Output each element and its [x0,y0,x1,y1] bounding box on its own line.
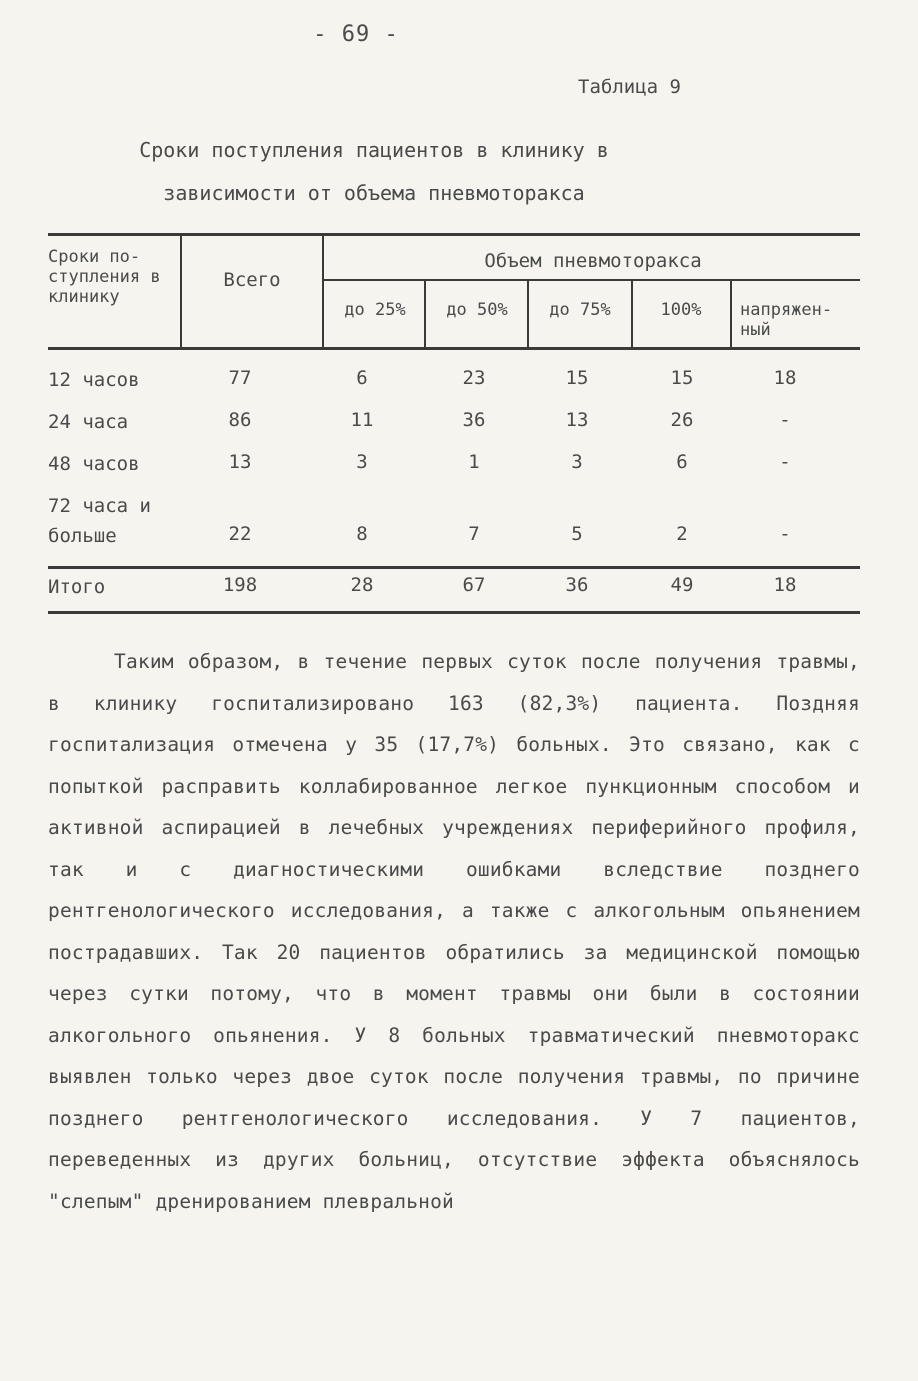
header-total: Всего [223,269,281,291]
body-text: Таким образом, в течение первых суток после получения травмы, в клинику госпитализировано 163 (82,3%) пациента. Поздняя госпитализация отмечена у 35 (17,7%) больных. Это связано, как с попыткой расправить коллабированное легкое пункционным способом и активной аспирацией в лечебных учреждениях периферийного профиля, так и с диагностическими ошибками вследствие позднего рентгенологического исследования, а также с алкогольным опьянением пострадавших. Так 20 пациентов обратились за медицинской помощью через сутки потому, что в момент травмы они были в состоянии алкогольного опьянения. У 8 больных травматический пневмоторакс выявлен только через двое суток после получения травмы, по причине позднего рентгенологического исследования. У 7 пациентов, переведенных из других больниц, отсутствие эффекта объяснялось "слепым" дренированием плевральной [48,650,860,1213]
subheader: до 25% [344,300,406,320]
cell: 13 [228,451,252,473]
cell: 11 [350,409,374,431]
volume-header-rule [324,279,860,281]
cell: 5 [571,523,583,545]
cell: 23 [462,367,486,389]
cell: 3 [571,451,583,473]
total-top-rule [48,566,860,569]
total-cell: 36 [565,574,589,596]
header-divider [180,236,182,347]
cell: 6 [356,367,368,389]
cell: 7 [468,523,480,545]
cell: 8 [356,523,368,545]
cell: 1 [468,451,480,473]
cell: 26 [670,409,694,431]
cell: 3 [356,451,368,473]
header-divider [730,281,732,347]
table-title-line-1: Сроки поступления пациентов в клинику в [139,138,609,162]
cell: - [779,523,791,545]
cell: 18 [773,367,797,389]
row-label: 48 часов [48,453,140,475]
body-paragraph [48,641,860,1222]
cell: - [779,451,791,473]
header-terms: Сроки по- ступления в клинику [48,247,161,307]
cell: 2 [676,523,688,545]
total-cell: 198 [222,574,258,596]
table-label: Таблица 9 [578,76,681,98]
table-bottom-rule [48,611,860,614]
subheader: до 75% [549,300,611,320]
row-label: 24 часа [48,411,129,433]
header-volume: Объем пневмоторакса [484,250,702,272]
header-divider [424,281,426,347]
total-cell: 67 [462,574,486,596]
cell: 15 [670,367,694,389]
header-divider [322,236,324,347]
header-divider [527,281,529,347]
total-cell: 49 [670,574,694,596]
cell: 6 [676,451,688,473]
total-cell: 28 [350,574,374,596]
subheader: до 50% [446,300,508,320]
cell: 77 [228,367,252,389]
cell: - [779,409,791,431]
header-bottom-rule [48,347,860,350]
cell: 15 [565,367,589,389]
row-label: 72 часа и больше [48,495,151,547]
table-top-rule [48,233,860,236]
cell: 86 [228,409,252,431]
cell: 36 [462,409,486,431]
cell: 22 [228,523,252,545]
row-label: 12 часов [48,369,140,391]
page-number: - 69 - [313,22,399,47]
table-title-line-2: зависимости от объема пневмоторакса [163,181,585,205]
subheader: 100% [660,300,702,320]
cell: 13 [565,409,589,431]
header-divider [631,281,633,347]
total-cell: 18 [773,574,797,596]
subheader: напряжен- ный [740,300,833,340]
total-label: Итого [48,576,106,598]
